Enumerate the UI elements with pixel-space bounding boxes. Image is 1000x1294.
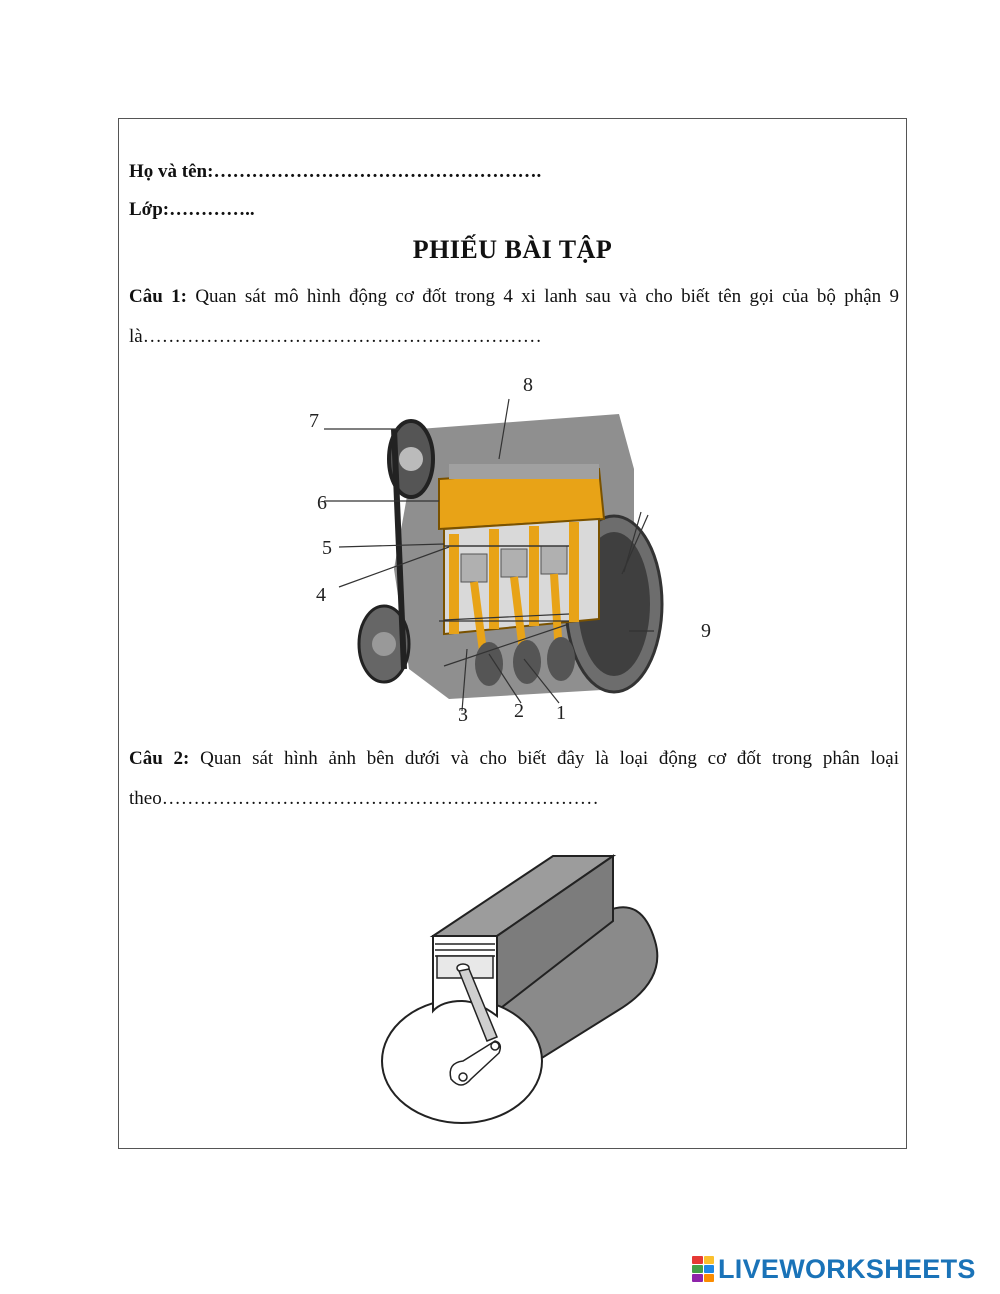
leader-1 — [524, 659, 559, 703]
callout-5: 5 — [322, 537, 332, 559]
callout-6: 6 — [317, 492, 327, 514]
question-1-text: Quan sát mô hình động cơ đốt trong 4 xi lanh sau và cho biết tên gọi của bộ phận 9 là……………………………………………………… — [129, 286, 899, 347]
callout-2: 2 — [514, 700, 524, 722]
logo-text: LIVEWORKSHEETS — [718, 1253, 976, 1284]
leader-5 — [339, 544, 444, 547]
worksheet-frame — [118, 118, 907, 1149]
class-field-line — [129, 199, 255, 221]
question-2-label: Câu 2: — [129, 748, 190, 769]
logo-badge-icon — [692, 1256, 714, 1282]
question-1-label: Câu 1: — [129, 286, 187, 307]
liveworksheets-logo — [692, 1252, 976, 1286]
question-1 — [129, 277, 899, 357]
leader-4 — [339, 547, 449, 587]
name-field-line — [129, 161, 541, 183]
single-cylinder-figure — [377, 851, 667, 1126]
name-label: Họ và tên: — [129, 161, 214, 182]
callout-9: 9 — [701, 620, 711, 642]
callout-3: 3 — [458, 704, 468, 726]
name-dots[interactable]: ……………………………………………. — [213, 161, 542, 182]
leader-2 — [489, 654, 521, 703]
callout-8: 8 — [523, 374, 533, 396]
callout-7: 7 — [309, 410, 319, 432]
leader-8 — [499, 399, 509, 459]
question-2-text: Quan sát hình ảnh bên dưới và cho biết đây là loại động cơ đốt trong phân loại theo…………………………………………………………… — [129, 748, 900, 809]
class-label: Lớp: — [129, 199, 170, 220]
page-title: PHIẾU BÀI TẬP — [412, 235, 613, 264]
callout-1: 1 — [556, 702, 566, 724]
class-dots[interactable]: ………….. — [169, 199, 255, 220]
engine-callouts — [299, 369, 729, 729]
question-2 — [129, 739, 899, 819]
callout-4: 4 — [316, 584, 326, 606]
leader-3 — [462, 649, 467, 711]
